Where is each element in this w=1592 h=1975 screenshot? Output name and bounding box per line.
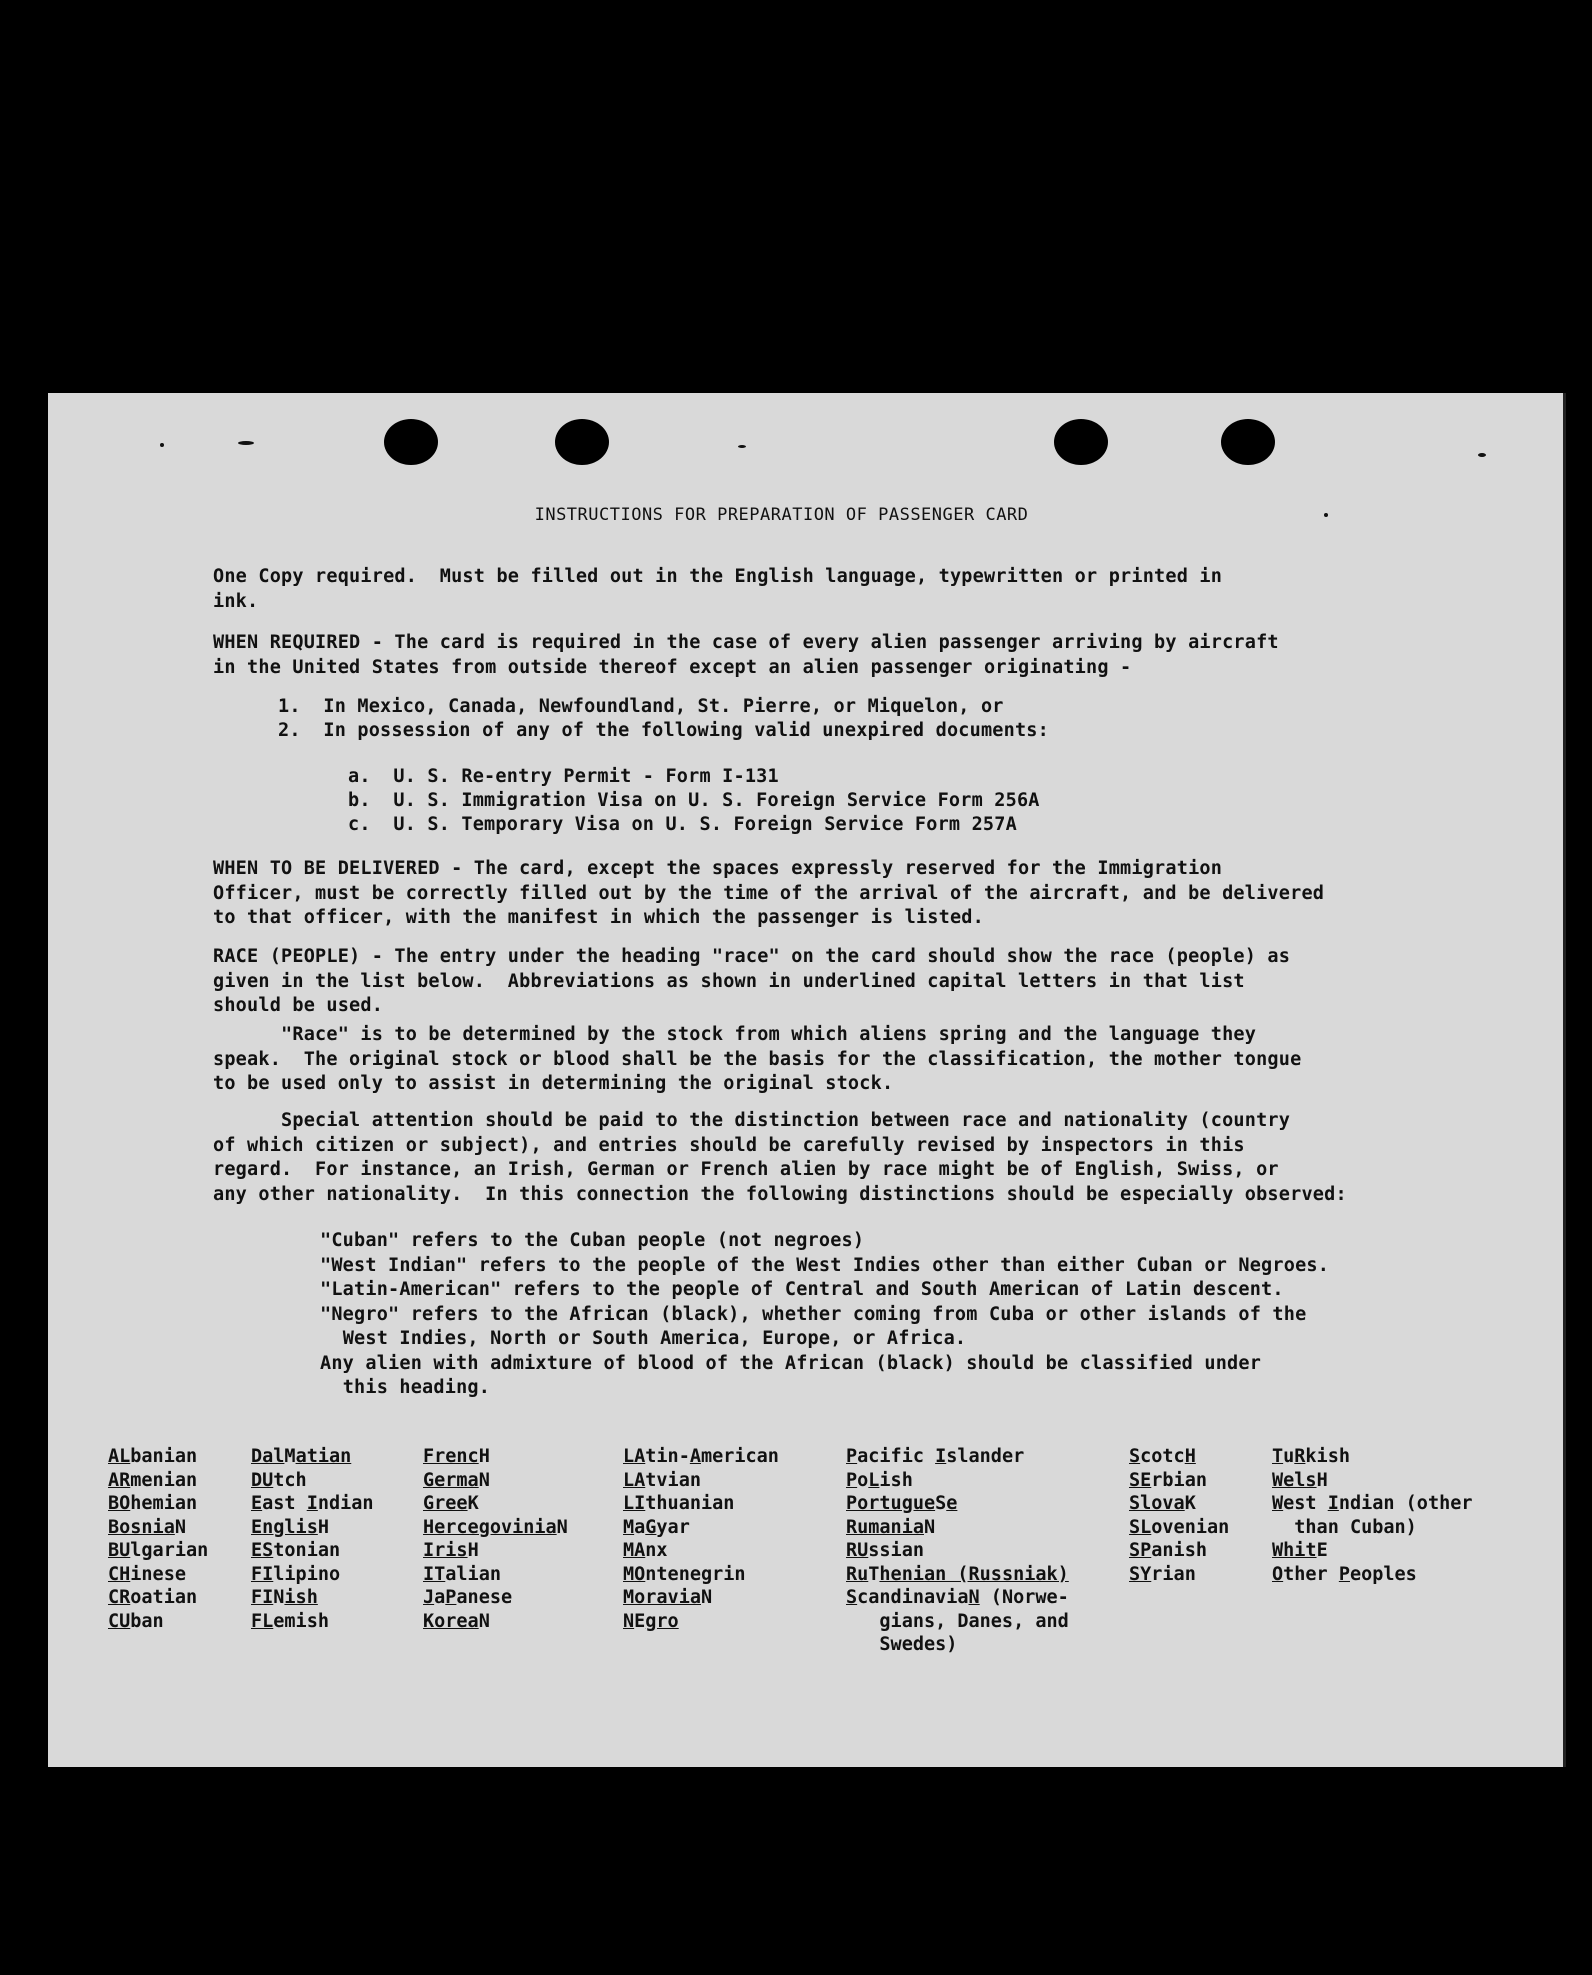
race-entry: FrencH xyxy=(423,1446,490,1467)
race-entry: JaPanese xyxy=(423,1587,513,1608)
special-attention-text: Special attention should be paid to the distinction between race and nationality (country of which citizen or subject), and entries should be carefully revised by inspectors in this regard. For instance, an Irish, German or French alien by race might be of English, Swiss, or any other nationality. In this connection the following distinctions should be especially observed: xyxy=(213,1110,1347,1205)
distinctions-notes: "Cuban" refers to the Cuban people (not negroes) "West Indian" refers to the people of the West Indies other than either Cuban or Negroes. "Latin-American" refers to the people of Central and South American of Latin descent. "Negro" refers to the African (black), whether coming from Cuba or other islands of the West Indies, North or South America, Europe, or Africa. Any alien with admixture of blood of the African (black) should be classified under this heading. xyxy=(320,1230,1330,1398)
race-entry: WelsH xyxy=(1272,1469,1328,1491)
race-entry: LAtin-American xyxy=(623,1446,779,1467)
race-entry: ALbanian xyxy=(108,1446,198,1467)
race-entry: SLovenian xyxy=(1129,1516,1230,1538)
race-entry: EStonian xyxy=(251,1540,341,1561)
race-column xyxy=(846,1445,1069,1657)
race-entry: RuThenian (Russniak) xyxy=(846,1563,1069,1585)
punch-hole xyxy=(384,419,438,465)
race-entry: GermaN xyxy=(423,1469,490,1491)
race-entry: ScandinaviaN (Norwe- xyxy=(846,1587,1069,1608)
race-column xyxy=(1129,1445,1229,1586)
race-entry: Pacific Islander xyxy=(846,1446,1025,1467)
race-entry: ScotcH xyxy=(1129,1446,1196,1467)
punch-hole xyxy=(1221,419,1275,465)
when-required-text: WHEN REQUIRED - The card is required in the case of every alien passenger arriving by aircraft in the United States from outside thereof except an alien passenger originating - xyxy=(213,632,1279,678)
race-entry: CRoatian xyxy=(108,1587,198,1608)
race-entry: MAnx xyxy=(623,1540,668,1561)
speck xyxy=(738,445,746,448)
race-entry: FINish xyxy=(251,1587,318,1608)
punch-hole xyxy=(1054,419,1108,465)
race-entry: WhitE xyxy=(1272,1540,1328,1561)
speck xyxy=(160,443,164,447)
document-list-item: b. U. S. Immigration Visa on U. S. Foreign Service Form 256A xyxy=(348,790,1040,811)
race-column xyxy=(1272,1445,1473,1586)
race-definition-text: "Race" is to be determined by the stock from which aliens spring and the language they speak. The original stock or blood shall be the basis for the classification, the mother tongue to be used only to assist in determining the original stock. xyxy=(213,1024,1302,1094)
document-list-item: a. U. S. Re-entry Permit - Form I-131 xyxy=(348,766,779,787)
race-entry: FLemish xyxy=(251,1610,329,1632)
race-entry: BosniaN xyxy=(108,1516,186,1538)
race-entry: CUban xyxy=(108,1610,164,1632)
race-entry: SPanish xyxy=(1129,1540,1207,1561)
race-entry: SlovaK xyxy=(1129,1493,1196,1514)
race-entry: RUssian xyxy=(846,1540,924,1561)
speck xyxy=(238,441,254,445)
race-entry: ITalian xyxy=(423,1563,501,1585)
race-entry: HercegoviniaN xyxy=(423,1516,568,1538)
race-entry: gians, Danes, and xyxy=(846,1610,1069,1632)
race-entry: MaGyar xyxy=(623,1516,690,1538)
document-page xyxy=(48,393,1566,1767)
race-entry: West Indian (other xyxy=(1272,1493,1473,1514)
punch-hole xyxy=(555,419,609,465)
document-list-item: c. U. S. Temporary Visa on U. S. Foreign Service Form 257A xyxy=(348,814,1017,835)
race-entry: KoreaN xyxy=(423,1610,490,1632)
race-entry: LAtvian xyxy=(623,1469,701,1491)
origin-list-item: 1. In Mexico, Canada, Newfoundland, St. Pierre, or Miquelon, or xyxy=(278,696,1004,717)
race-entry: GreeK xyxy=(423,1493,479,1514)
origin-list-item: 2. In possession of any of the following valid unexpired documents: xyxy=(278,720,1049,741)
race-entry: PoLish xyxy=(846,1469,913,1491)
race-entry: East Indian xyxy=(251,1493,374,1514)
when-delivered-text: WHEN TO BE DELIVERED - The card, except the spaces expressly reserved for the Immigration Officer, must be correctly filled out by the time of the arrival of the aircraft, and be delivered to that officer, with the manifest in which the passenger is listed. xyxy=(213,858,1325,928)
race-entry: IrisH xyxy=(423,1540,479,1561)
race-entry: EnglisH xyxy=(251,1516,329,1538)
race-entry: RumaniaN xyxy=(846,1516,936,1538)
intro-text: One Copy required. Must be filled out in the English language, typewritten or printed in ink. xyxy=(213,566,1223,612)
race-column xyxy=(108,1445,208,1633)
race-entry: DalMatian xyxy=(251,1446,352,1467)
race-entry: ARmenian xyxy=(108,1469,198,1491)
speck xyxy=(1478,453,1486,457)
race-entry: MoraviaN xyxy=(623,1587,713,1608)
race-entry: DUtch xyxy=(251,1469,307,1491)
race-entry: than Cuban) xyxy=(1272,1516,1417,1538)
race-column xyxy=(251,1445,374,1633)
race-entry: MOntenegrin xyxy=(623,1563,746,1585)
race-entry: SErbian xyxy=(1129,1469,1207,1491)
race-entry: Other Peoples xyxy=(1272,1563,1417,1585)
race-text: RACE (PEOPLE) - The entry under the heading "race" on the card should show the race (people) as given in the list below. Abbreviations as shown in underlined capital letters in that list should be used. xyxy=(213,946,1291,1016)
race-entry: LIthuanian xyxy=(623,1493,735,1514)
race-column xyxy=(623,1445,779,1633)
race-entry: SYrian xyxy=(1129,1563,1196,1585)
race-entry: PortugueSe xyxy=(846,1493,958,1514)
race-entry: BOhemian xyxy=(108,1493,198,1514)
race-entry: Swedes) xyxy=(846,1634,958,1655)
page-title: INSTRUCTIONS FOR PREPARATION OF PASSENGER CARD xyxy=(534,505,1029,525)
race-entry: TuRkish xyxy=(1272,1446,1350,1467)
race-entry: FIlipino xyxy=(251,1563,341,1585)
race-column xyxy=(423,1445,568,1633)
race-entry: BUlgarian xyxy=(108,1540,209,1561)
race-entry: CHinese xyxy=(108,1563,186,1585)
race-entry: NEgro xyxy=(623,1610,679,1632)
